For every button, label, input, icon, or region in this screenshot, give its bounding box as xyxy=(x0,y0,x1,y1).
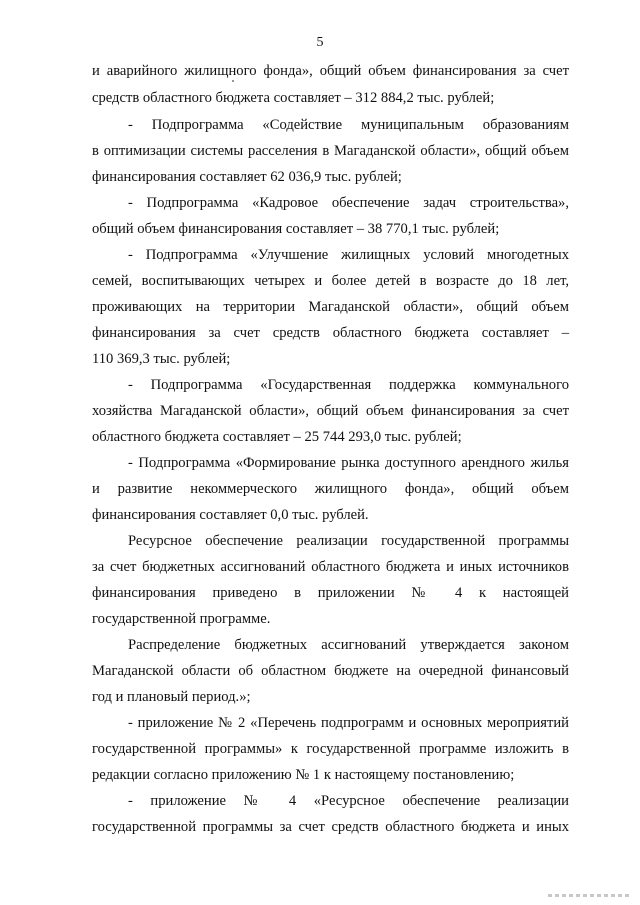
text-line: в оптимизации системы расселения в Магаданской области», общий объем xyxy=(92,143,569,159)
text-line: государственной программы за счет средств областного бюджета и иных xyxy=(92,819,569,835)
text-line: средств областного бюджета составляет – 312 884,2 тыс. рублей; xyxy=(92,90,495,106)
text-line: государственной программы» к государственной программе изложить в xyxy=(92,741,569,757)
text-line: государственной программе. xyxy=(92,611,271,627)
text-line: финансирования составляет 62 036,9 тыс. рублей; xyxy=(92,169,402,185)
scan-edge-marks xyxy=(548,894,630,897)
text-line: финансирования за счет средств областного бюджета составляет – xyxy=(92,325,569,341)
text-line: - Подпрограмма «Кадровое обеспечение задач строительства», xyxy=(128,195,569,211)
text-line: год и плановый период.»; xyxy=(92,689,251,705)
text-line: хозяйства Магаданской области», общий объем финансирования за счет xyxy=(92,403,569,419)
page-number: 5 xyxy=(316,35,324,50)
text-line: за счет бюджетных ассигнований областного бюджета и иных источников xyxy=(92,559,569,575)
text-line: - Подпрограмма «Улучшение жилищных условий многодетных xyxy=(128,247,569,263)
text-line: - Подпрограмма «Государственная поддержка коммунального xyxy=(128,377,569,393)
text-line: - приложение № 4 «Ресурсное обеспечение реализации xyxy=(128,793,569,809)
text-line: редакции согласно приложению № 1 к настоящему постановлению; xyxy=(92,767,515,783)
text-line: областного бюджета составляет – 25 744 293,0 тыс. рублей; xyxy=(92,429,462,445)
text-line: семей, воспитывающих четырех и более детей в возрасте до 18 лет, xyxy=(92,273,569,289)
text-line: Распределение бюджетных ассигнований утверждается законом xyxy=(128,637,569,653)
text-line: и развитие некоммерческого жилищного фонда», общий объем xyxy=(92,481,569,497)
scan-speck xyxy=(232,80,234,82)
text-line: и аварийного жилищного фонда», общий объем финансирования за счет xyxy=(92,63,569,79)
text-line: 110 369,3 тыс. рублей; xyxy=(92,351,231,367)
text-line: Ресурсное обеспечение реализации государственной программы xyxy=(128,533,569,549)
text-line: - Подпрограмма «Содействие муниципальным образованиям xyxy=(128,117,569,133)
text-line: финансирования приведено в приложении № 4 к настоящей xyxy=(92,585,569,601)
text-line: Магаданской области об областном бюджете на очередной финансовый xyxy=(92,663,569,679)
text-line: проживающих на территории Магаданской области», общий объем xyxy=(92,299,569,315)
text-line: финансирования составляет 0,0 тыс. рублей. xyxy=(92,507,369,523)
text-line: - приложение № 2 «Перечень подпрограмм и основных мероприятий xyxy=(128,715,569,731)
text-line: общий объем финансирования составляет – 38 770,1 тыс. рублей; xyxy=(92,221,500,237)
text-line: - Подпрограмма «Формирование рынка доступного арендного жилья xyxy=(128,455,569,471)
